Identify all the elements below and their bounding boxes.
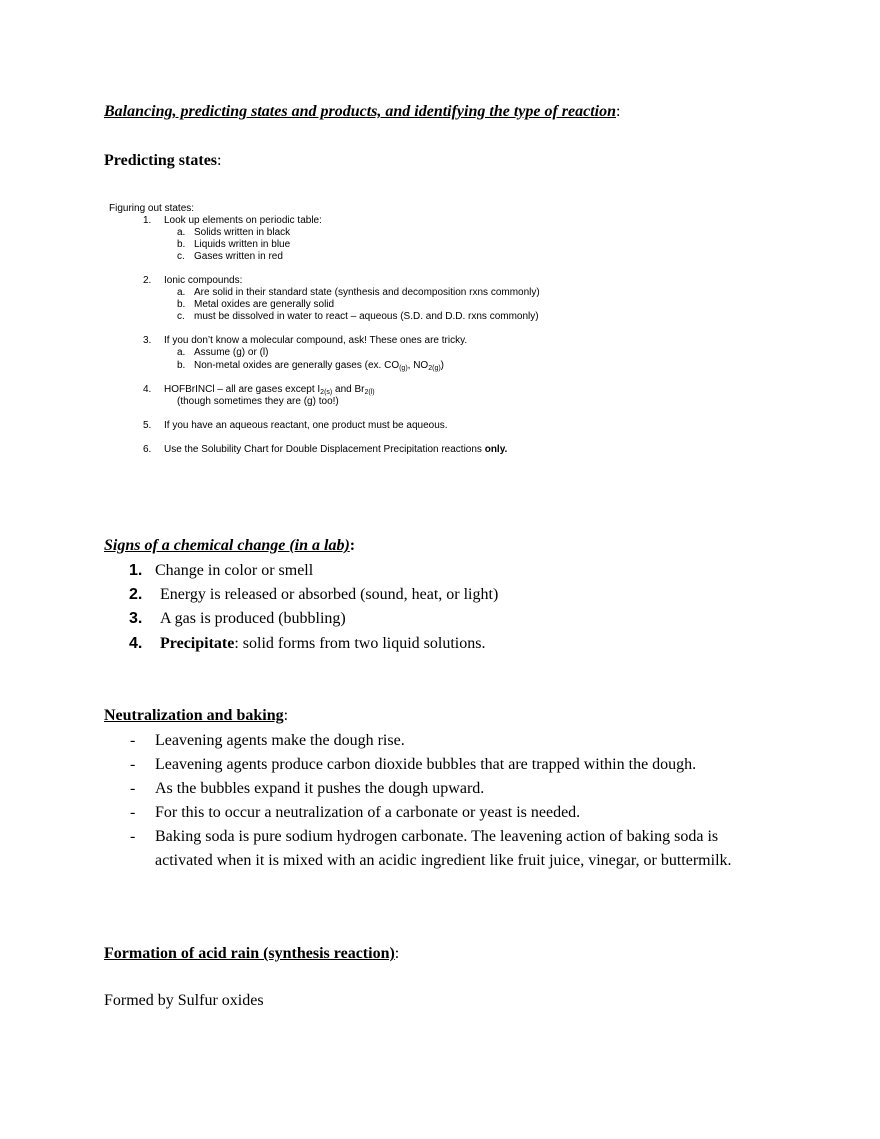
acid-rain-heading-colon: : <box>394 945 400 962</box>
figure-item-num: 5. <box>143 420 152 431</box>
subscript: (g) <box>399 365 408 372</box>
figure-item-text: Non-metal oxides are generally gases (ex. CO <box>194 360 400 371</box>
acid-rain-text: Formed by Sulfur oxides <box>104 992 264 1009</box>
subscript: 2(l) <box>364 389 375 396</box>
figure-subitem <box>194 360 444 372</box>
figure-item <box>143 420 151 432</box>
signs-item-text: : solid forms from two liquid solutions. <box>234 635 486 652</box>
figure-item-num: a. <box>177 287 186 298</box>
figure-item-num: a. <box>177 347 186 358</box>
figure-title <box>109 203 194 215</box>
figure-item <box>143 215 151 227</box>
figure-item <box>143 384 151 396</box>
figure-item <box>164 215 322 227</box>
figure-item <box>143 335 151 347</box>
signs-item <box>129 586 498 604</box>
page-title <box>104 103 620 121</box>
figure-subitem <box>194 311 539 323</box>
subscript: 2(g) <box>428 365 441 372</box>
neutralization-heading-text: Neutralization and baking <box>104 707 284 724</box>
figure-subitem <box>194 347 268 359</box>
neutralization-item-text: As the bubbles expand it pushes the dough upward. <box>155 780 485 797</box>
figure-item <box>143 275 151 287</box>
signs-item-text: A gas is produced (bubbling) <box>160 610 346 627</box>
figure-item-text: ) <box>440 360 445 371</box>
figure-item <box>164 420 448 432</box>
signs-heading <box>104 537 355 555</box>
figure-item-num: 4. <box>143 384 152 395</box>
signs-item <box>129 635 485 653</box>
predicting-states-colon: : <box>217 152 222 169</box>
figure-item-text: If you have an aqueous reactant, one product must be aqueous. <box>164 420 448 431</box>
signs-heading-text: Signs of a chemical change (in a lab) <box>104 537 350 554</box>
dash-bullet: - <box>130 732 136 749</box>
figure-subitem <box>177 287 185 299</box>
figure-item-num: 6. <box>143 444 152 455</box>
figure-subitem <box>194 227 290 239</box>
figure-item-num: b. <box>177 299 186 310</box>
figure-item <box>164 275 242 287</box>
neutralization-item-text: Leavening agents produce carbon dioxide bubbles that are trapped within the dough. <box>155 756 697 773</box>
figure-subitem <box>177 251 185 263</box>
figure-item-num: a. <box>177 227 186 238</box>
dash-bullet: - <box>130 780 136 797</box>
figure-item-num: 1. <box>143 215 152 226</box>
predicting-states-heading <box>104 152 221 170</box>
predicting-states-label: Predicting states <box>104 152 218 169</box>
figure-subitem <box>194 239 290 251</box>
dash-bullet: - <box>130 828 136 845</box>
figure-item <box>164 335 467 347</box>
figure-subitem <box>177 299 185 311</box>
figure-subitem <box>177 347 185 359</box>
figure-title-text: Figuring out states: <box>109 203 195 214</box>
signs-item-text: Energy is released or absorbed (sound, heat, or light) <box>160 586 499 603</box>
figure-item-text: Are solid in their standard state (synthesis and decomposition rxns commonly) <box>194 287 540 298</box>
figure-item-num: c. <box>177 311 185 322</box>
figure-item-text: Metal oxides are generally solid <box>194 299 335 310</box>
dash-bullet: - <box>130 804 136 821</box>
acid-rain-heading-text: Formation of acid rain (synthesis reaction) <box>104 945 395 962</box>
signs-item-text: Change in color or smell <box>155 562 314 579</box>
figure-subitem <box>177 360 185 372</box>
page-title-text: Balancing, predicting states and products, and identifying the type of reaction <box>104 103 617 120</box>
figure-item-text: If you don’t know a molecular compound, ask! These ones are tricky. <box>164 335 468 346</box>
figure-item-text: Ionic compounds: <box>164 275 243 286</box>
figure-item <box>143 444 151 456</box>
figure-item-text: Gases written in red <box>194 251 283 262</box>
signs-heading-colon: : <box>349 537 356 554</box>
neutralization-item <box>130 801 790 825</box>
signs-item <box>129 562 313 580</box>
figure-item-text: Assume (g) or (l) <box>194 347 269 358</box>
figure-item-num: c. <box>177 251 185 262</box>
figure-subitem <box>194 299 334 311</box>
figure-item-continuation <box>177 396 339 408</box>
figure-item-text: , NO <box>407 360 429 371</box>
figure-item-text: Use the Solubility Chart for Double Displacement Precipitation reactions <box>164 444 485 455</box>
figure-subitem <box>194 287 540 299</box>
figure-item-num: 3. <box>143 335 152 346</box>
signs-item-num: 2. <box>129 586 143 603</box>
neutralization-item-text: Baking soda is pure sodium hydrogen carbonate. The leavening action of baking soda is activated when it is mixed with an acidic ingredient like fruit juice, vinegar, or buttermilk. <box>155 828 732 869</box>
figure-item-text: Solids written in black <box>194 227 291 238</box>
figure-item-num: b. <box>177 360 186 371</box>
figure-item-num: 2. <box>143 275 152 286</box>
figure-subitem <box>177 239 185 251</box>
subscript: 2(s) <box>320 389 333 396</box>
signs-item-bold: Precipitate <box>160 635 235 652</box>
figure-item-text: and Br <box>332 384 365 395</box>
neutralization-heading-colon: : <box>283 707 289 724</box>
figure-item-text: (though sometimes they are (g) too!) <box>177 396 339 407</box>
neutralization-item <box>130 729 790 753</box>
figure-item <box>164 444 507 456</box>
neutralization-item <box>130 825 790 897</box>
figure-item-num: b. <box>177 239 186 250</box>
states-figure <box>108 203 588 463</box>
dash-bullet: - <box>130 756 136 773</box>
figure-subitem <box>177 311 185 323</box>
figure-item-bold: only. <box>484 444 508 455</box>
signs-item <box>129 610 346 628</box>
figure-subitem <box>194 251 283 263</box>
neutralization-heading <box>104 707 288 725</box>
figure-item-text: HOFBrINCl – all are gases except I <box>164 384 321 395</box>
acid-rain-heading <box>104 945 399 963</box>
page-title-colon: : <box>616 103 621 120</box>
neutralization-item <box>130 777 790 801</box>
signs-item-num: 1. <box>129 562 143 579</box>
signs-item-num: 4. <box>129 635 143 652</box>
figure-item-text: Look up elements on periodic table: <box>164 215 322 226</box>
signs-item-num: 3. <box>129 610 143 627</box>
figure-subitem <box>177 227 185 239</box>
figure-item-text: must be dissolved in water to react – aqueous (S.D. and D.D. rxns commonly) <box>194 311 539 322</box>
figure-item-text: Liquids written in blue <box>194 239 291 250</box>
neutralization-item <box>130 753 790 777</box>
neutralization-item-text: Leavening agents make the dough rise. <box>155 732 405 749</box>
figure-item <box>164 384 375 396</box>
neutralization-item-text: For this to occur a neutralization of a carbonate or yeast is needed. <box>155 804 581 821</box>
